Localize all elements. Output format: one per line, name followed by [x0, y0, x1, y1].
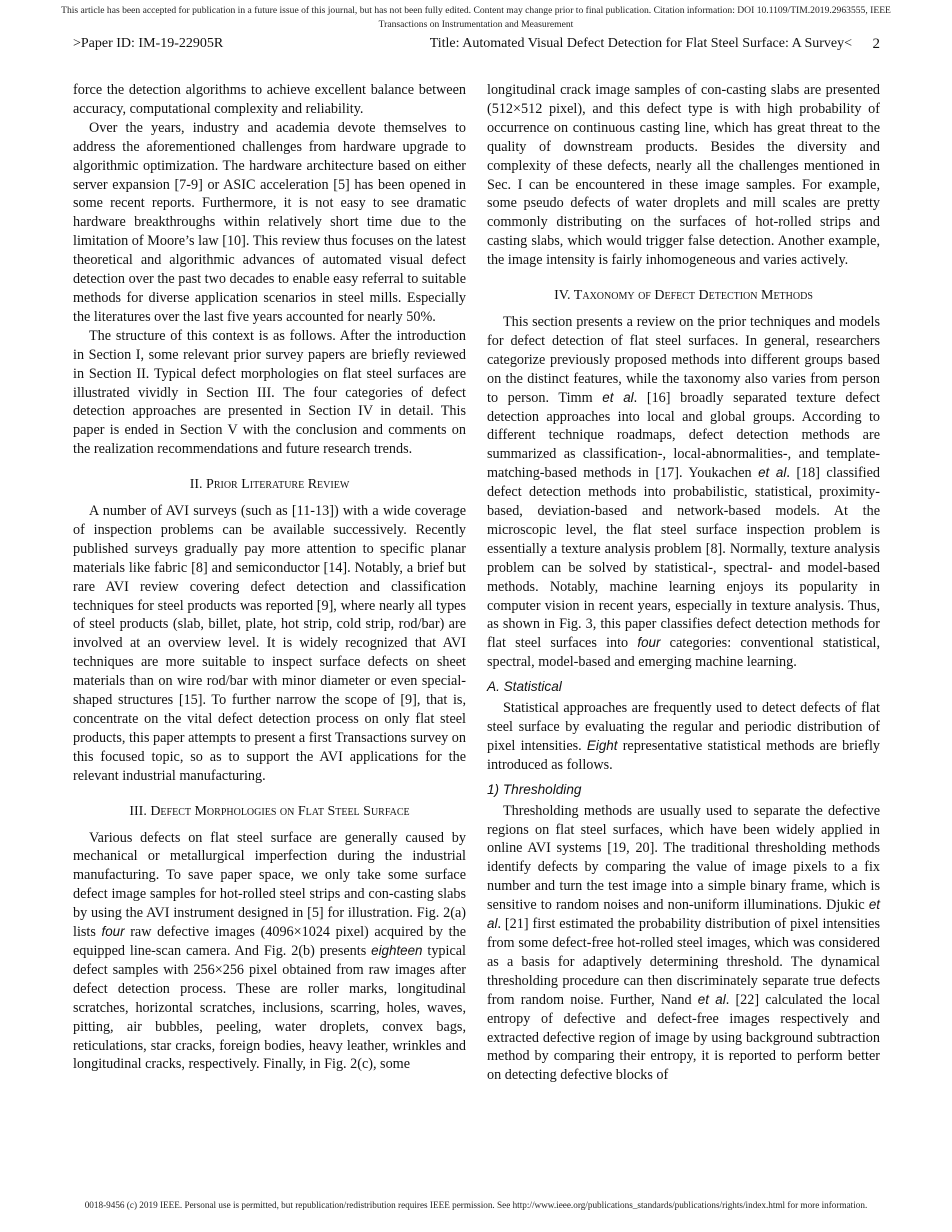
paragraph-text: Statistical approaches are frequently used to detect defects of flat steel surface by evaluating the regular and periodic distribution of pixel intensities. [487, 700, 880, 754]
paragraph-text: typical defect samples with 256×256 pixel obtained from raw images after defect detection process. These are roller marks, longitudinal scratches, horizontal scratches, inclusions, scarring, holes, waves, pitting, air bubbles, peeling, water droplets, convex bags, reticulations, star cracks, foreign bodies, heavy leather, wrinkles and longitudinal cracks, respectively. Finally, in Fig. 2(c), some [73, 942, 467, 1073]
paragraph-text: . [16] broadly separated texture defect detection approaches into local and global groups. According to different technique roadmaps, defect detection methods are summarized as classification-, local-abnormalities-, and template-matching-based methods in [17]. Youkachen [487, 389, 880, 482]
emphasis-text: et al [602, 389, 634, 405]
paragraph-text: representative statistical methods are briefly introduced as follows. [487, 737, 880, 773]
subsection-heading: 1) Thresholding [487, 781, 582, 797]
paragraph-text: longitudinal crack image samples of con-casting slabs are presented (512×512 pixel), and this defect type is with high probability of occurrence on continuous casting line, which has great threat to the quality of downstream products. Besides the diversity and complexity of these defects, nearly all the challenges mentioned in Sec. I can be encountered in these image samples. For example, some pseudo defects of water droplets and mill scales are pretty commonly distributing on the surfaces of hot-rolled strips and casting slabs, which would trigger false detection. Another example, the image intensity is fairly inhomogeneous and varies actively. [487, 82, 880, 269]
paragraph-text: categories: conventional statistical, spectral, model-based and emerging machine learning. [487, 635, 880, 671]
paragraph [487, 313, 880, 672]
paragraph-text: A number of AVI surveys (such as [11-13]) with a wide coverage of inspection problems can be available successively. Recently published surveys gradually pay more attention to specific planar materials like fabric [8] and semiconductor [14]. Notably, a brief but rare AVI review covering defect detection and classification techniques for steel products was reported [9], where nearly all types of steel products (slab, billet, plate, hot strip, cold strip, rod/bar) are involved at an overview level. It is widely recognized that AVI techniques are more suitable to inspect surface defects on sheet materials than on wire rod/bar with minor diameter or even special-shaped structures [15]. To further narrow the scope of [9], that is, concentrate on the vital defect detection process on only flat steel products, this paper attempts to present a first Transactions survey on this focused topic, so as to support the AVI applications for the relevant industrial manufacturing. [73, 503, 466, 784]
subsection-heading: A. Statistical [487, 679, 562, 695]
section-heading: IV. Taxonomy of Defect Detection Methods [554, 288, 813, 304]
paragraph [73, 327, 466, 459]
paragraph-text: . [18] classified defect detection methods into probabilistic, statistical, proximity-based, deviation-based and network-based models. At the microscopic level, the flat steel surface inspection problem is essentially a texture analysis problem [8]. Normally, texture analysis problem can be solved by statistical-, spectral- and model-based methods. Notably, machine learning enjoys its popularity in computer vision in recent years, especially in texture analysis. Thus, as shown in Fig. 3, this paper classifies defect detection methods for flat steel surfaces into [487, 465, 881, 652]
paragraph-text: Over the years, industry and academia devote themselves to address the aforementioned challenges from hardware upgrade to algorithmic optimization. The hardware architecture based on either server expansion [7-9] or ASIC acceleration [5] has been opened in some recent reports. Furthermore, it is not easy to see dramatic hardware breakthroughs within relatively short time due to the limitation of Moore’s law [10]. This review thus focuses on the latest theoretical and algorithmic advances of automated visual defect detection over the past two decades to enable easy referral to suitable methods for diverse application scenarios in steel mills. Especially the literatures over the last five years accounted for nearly 50%. [73, 119, 466, 325]
emphasis-text: four [637, 635, 661, 651]
emphasis-text: four [101, 924, 125, 940]
notice-line-1: This article has been accepted for publication in a future issue of this journal, but has not been fully edited. Content may change prior to final publication. Citation information: DOI 10.1109/TIM.2019.2963555, IEEE [61, 5, 891, 16]
section-heading: III. Defect Morphologies on Flat Steel Surface [129, 803, 410, 819]
left-column [73, 81, 466, 1074]
paragraph-text: Various defects on flat steel surface are generally caused by mechanical or metallurgical imperfection during the industrial manufacturing. To save paper space, we only take some surface defect image samples for hot-rolled steel strips and con-casting slabs by using the AVI instrument designed in [5] for illustration. Fig. 2(a) lists [73, 829, 466, 941]
paragraph [73, 829, 466, 1075]
paragraph-text: The structure of this context is as follows. After the introduction in Section I, some relevant prior survey papers are briefly reviewed in Section II. Typical defect morphologies on flat steel surfaces are illustrated vividly in Section III. The four categories of defect detection approaches are presented in Section IV in detail. This paper is ended in Section V with the conclusion and comments on the realization recommendations and future research trends. [73, 327, 466, 458]
emphasis-text: Eight [586, 737, 618, 753]
paragraph [73, 81, 466, 119]
right-column [487, 81, 880, 1085]
paragraph-text: . [22] calculated the local entropy of defective and defect-free images respectively and extracted defective region of image by using background subtraction method by comparing their entropy, it is reported to perform better on detecting defective blocks of [487, 991, 881, 1084]
publication-notice [0, 4, 952, 32]
paragraph-text: Thresholding methods are usually used to separate the defective regions on flat steel surfaces, which have been widely applied in online AVI systems [19, 20]. The traditional thresholding methods identify defects by comparing the value of image pixels to a fix number and turn the test image into a simple binary frame, which is sensitive to random noises and non-uniform illuminations. Djukic [487, 802, 880, 914]
paragraph [73, 502, 466, 786]
emphasis-text: eighteen [371, 942, 423, 958]
paragraph [73, 119, 466, 327]
notice-line-2: Transactions on Instrumentation and Measurement [378, 19, 574, 30]
paragraph [487, 699, 880, 775]
copyright-footer: 0018-9456 (c) 2019 IEEE. Personal use is permitted, but republication/redistribution requires IEEE permission. See http://www.ieee.org/publications_standards/publications/rights/index.html for more information. [84, 1200, 868, 1210]
paragraph [487, 81, 880, 270]
paragraph-text: force the detection algorithms to achieve excellent balance between accuracy, computational complexity and reliability. [73, 82, 466, 117]
emphasis-text: et al [697, 991, 726, 1007]
page-number: 2 [872, 36, 880, 52]
emphasis-text: et al [758, 465, 787, 481]
paragraph-text: This section presents a review on the prior techniques and models for defect detection of flat steel surfaces. In general, researchers categorize previously proposed methods into different groups based on the distinct features, while the taxonomy also varies from person to person. Timm [487, 313, 880, 406]
emphasis-text: et al [487, 897, 880, 932]
paragraph-text: raw defective images (4096×1024 pixel) acquired by the equipped line-scan camera. And Fig. 2(b) presents [73, 924, 466, 959]
paragraph-text: . [21] first estimated the probability distribution of pixel intensities from some defect-free hot-rolled steel images, which was considered as a basis for adaptively determining threshold. The dynamical thresholding procedure can then discriminately separate true defects from random noise. Further, Nand [487, 916, 880, 1008]
running-title: Title: Automated Visual Defect Detection for Flat Steel Surface: A Survey< [429, 36, 852, 51]
section-heading: II. Prior Literature Review [189, 477, 350, 493]
paragraph [487, 802, 880, 1086]
paper-id: >Paper ID: IM-19-22905R [73, 36, 224, 51]
